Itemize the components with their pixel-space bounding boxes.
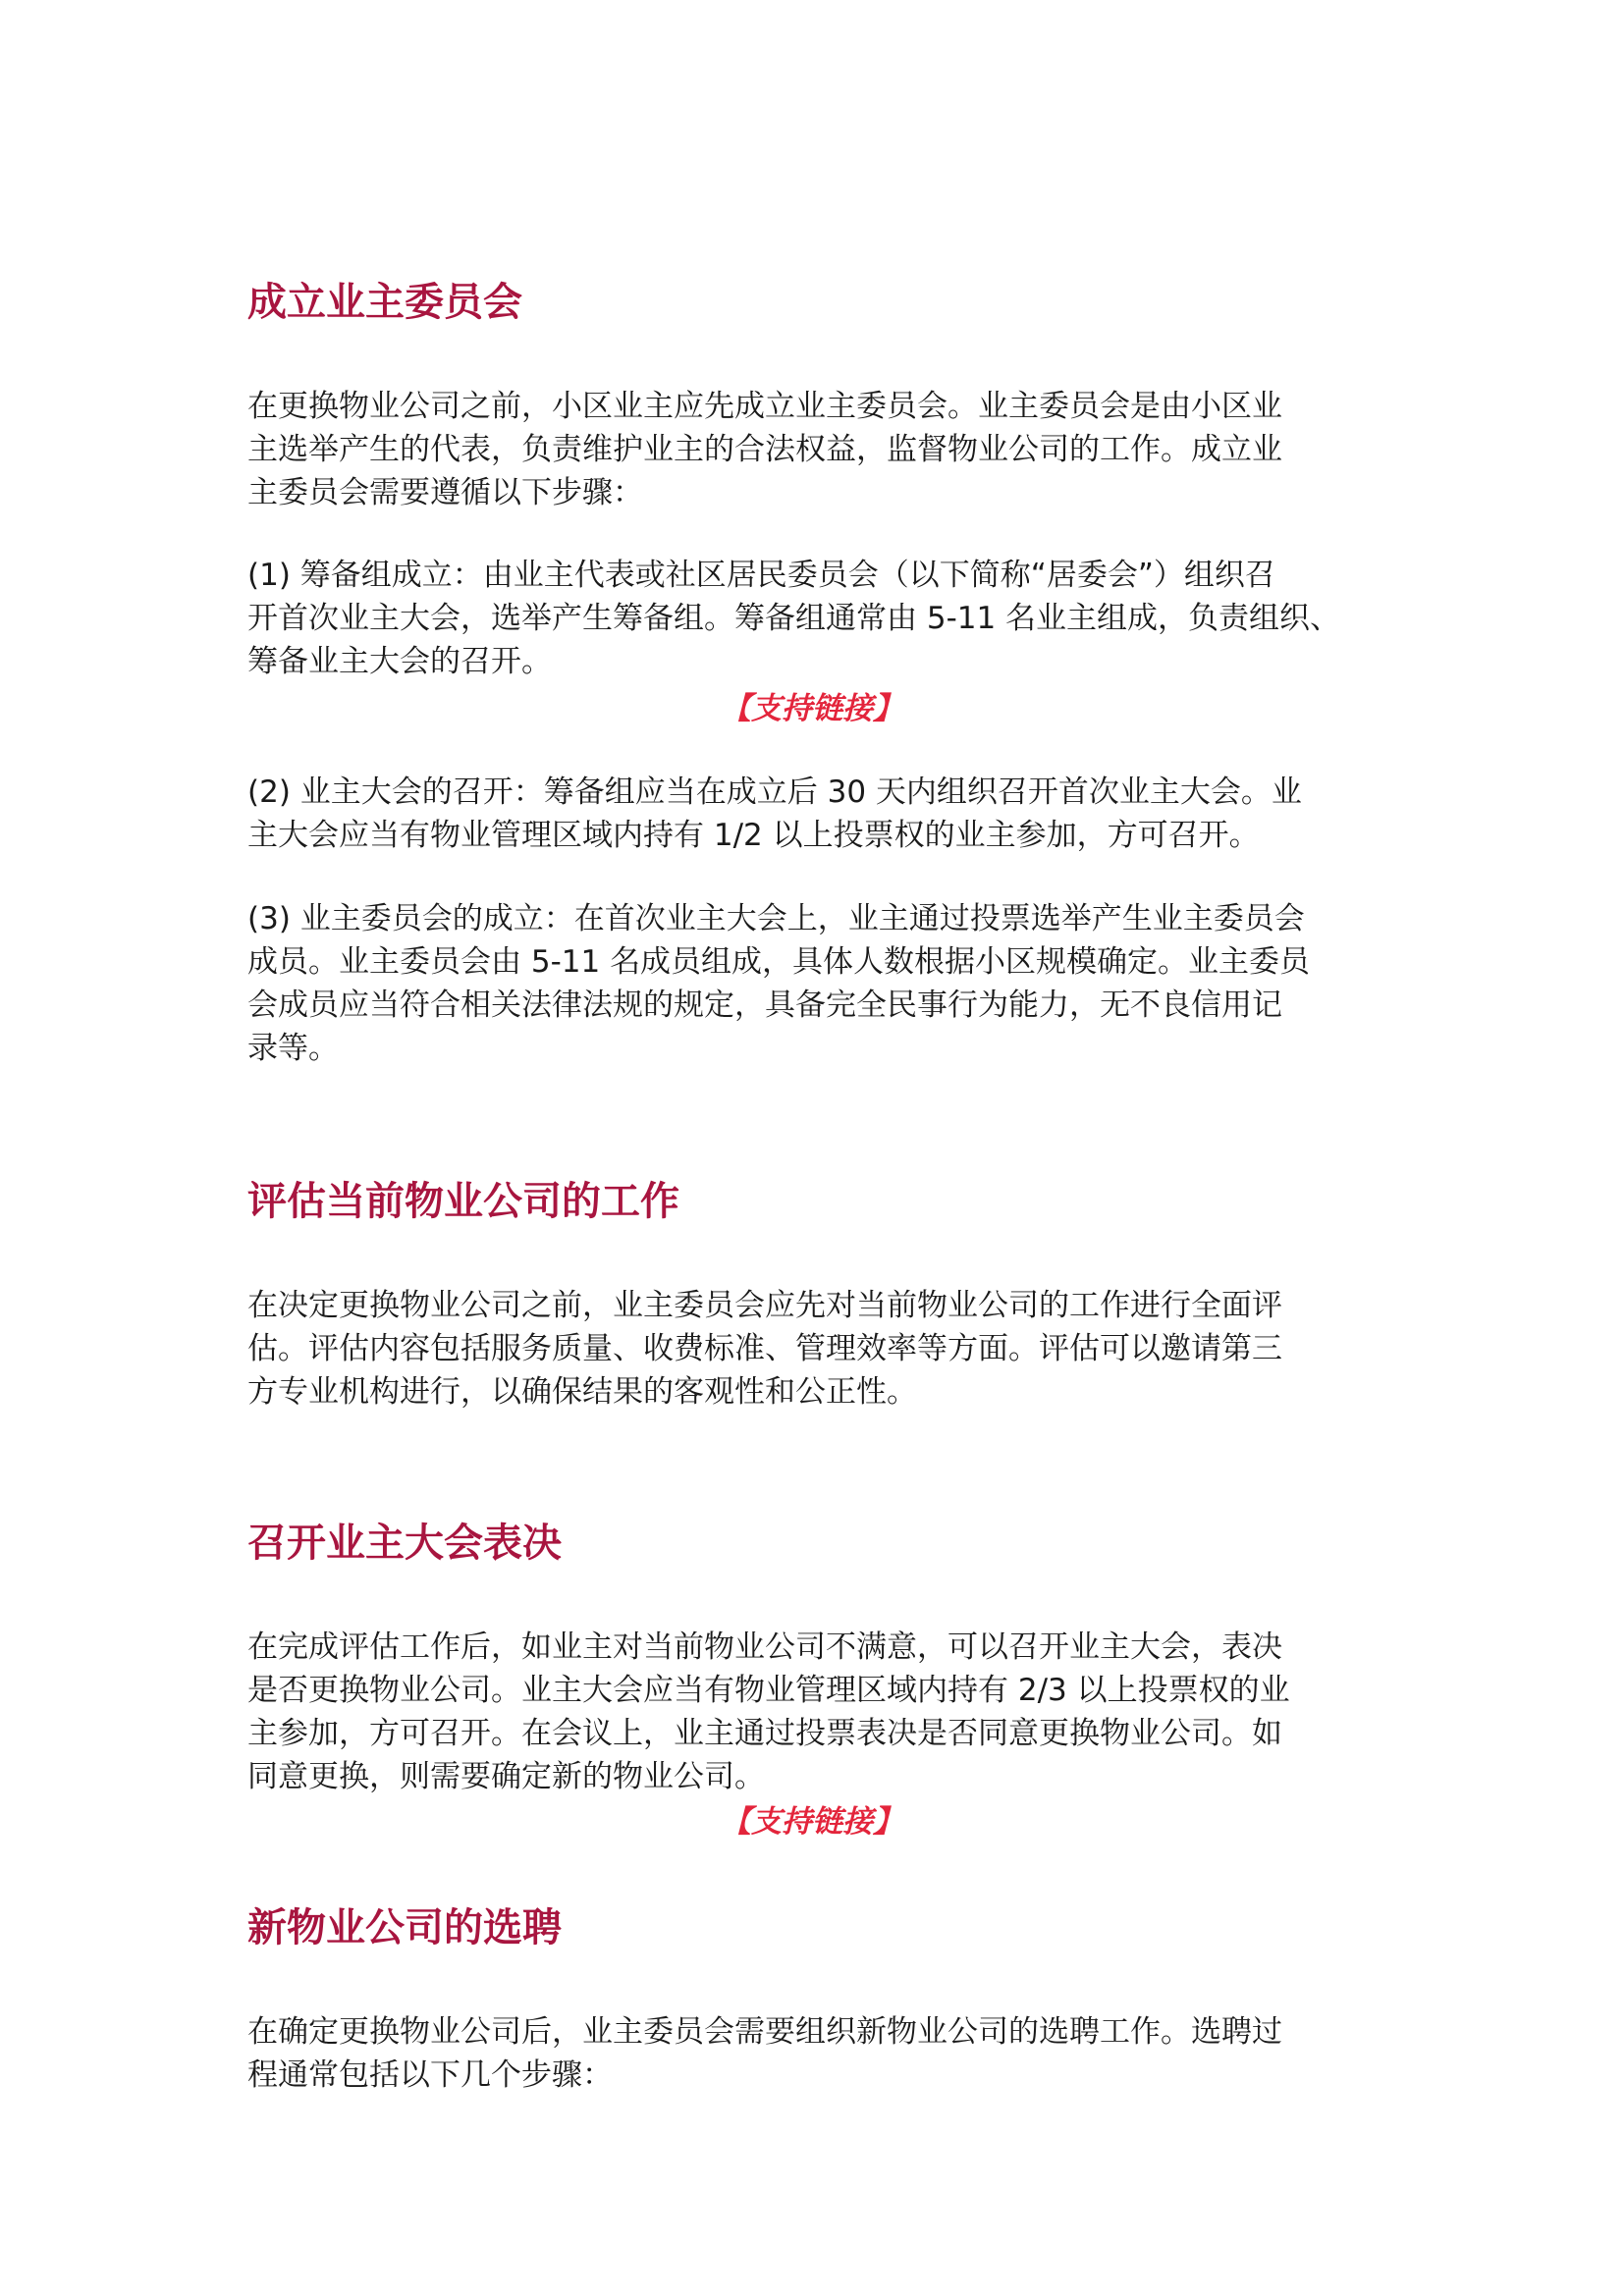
text-line: 主大会应当有物业管理区域内持有 1/2 以上投票权的业主参加，方可召开。 [247, 818, 1260, 853]
paragraph [247, 1626, 1406, 1798]
text-line: 筹备业主大会的召开。 [247, 644, 552, 679]
text-line: 在完成评估工作后，如业主对当前物业公司不满意，可以召开业主大会，表决 [247, 1629, 1282, 1665]
text-line: (2) 业主大会的召开：筹备组应当在成立后 30 天内组织召开首次业主大会。业 [247, 774, 1302, 810]
support-link[interactable]: 【支持链接】 [721, 1804, 903, 1840]
text-line: 主参加，方可召开。在会议上，业主通过投票表决是否同意更换物业公司。如 [247, 1716, 1282, 1751]
paragraph [247, 554, 1406, 683]
text-line: 主委员会需要遵循以下步骤： [247, 475, 643, 510]
section-heading: 评估当前物业公司的工作 [247, 1179, 679, 1224]
text-line: 开首次业主大会，选举产生筹备组。筹备组通常由 5-11 名业主组成，负责组织、 [247, 601, 1341, 636]
text-line: 估。评估内容包括服务质量、收费标准、管理效率等方面。评估可以邀请第三 [247, 1331, 1282, 1366]
text-line: (1) 筹备组成立：由业主代表或社区居民委员会（以下简称“居委会”）组织召 [247, 558, 1275, 593]
paragraph [247, 2010, 1406, 2097]
text-line: 在确定更换物业公司后，业主委员会需要组织新物业公司的选聘工作。选聘过 [247, 2014, 1282, 2050]
text-line: 在决定更换物业公司之前，业主委员会应先对当前物业公司的工作进行全面评 [247, 1288, 1282, 1323]
text-line: 同意更换，则需要确定新的物业公司。 [247, 1759, 765, 1794]
text-line: (3) 业主委员会的成立：在首次业主大会上，业主通过投票选举产生业主委员会 [247, 901, 1305, 936]
text-line: 会成员应当符合相关法律法规的规定，具备完全民事行为能力，无不良信用记 [247, 988, 1282, 1023]
section-heading: 召开业主大会表决 [247, 1521, 562, 1566]
paragraph [247, 897, 1406, 1070]
text-line: 方专业机构进行，以确保结果的客观性和公正性。 [247, 1374, 917, 1410]
text-line: 录等。 [247, 1031, 339, 1066]
paragraph [247, 1284, 1406, 1414]
paragraph [247, 385, 1406, 514]
text-line: 成员。业主委员会由 5-11 名成员组成，具体人数根据小区规模确定。业主委员 [247, 944, 1311, 980]
text-line: 是否更换物业公司。业主大会应当有物业管理区域内持有 2/3 以上投票权的业 [247, 1673, 1290, 1708]
text-line: 主选举产生的代表，负责维护业主的合法权益，监督物业公司的工作。成立业 [247, 432, 1282, 467]
section-heading: 成立业主委员会 [247, 280, 522, 325]
paragraph [247, 771, 1406, 857]
support-link[interactable]: 【支持链接】 [721, 691, 903, 726]
section-heading: 新物业公司的选聘 [247, 1905, 562, 1950]
text-line: 程通常包括以下几个步骤： [247, 2057, 613, 2093]
text-line: 在更换物业公司之前，小区业主应先成立业主委员会。业主委员会是由小区业 [247, 389, 1282, 424]
